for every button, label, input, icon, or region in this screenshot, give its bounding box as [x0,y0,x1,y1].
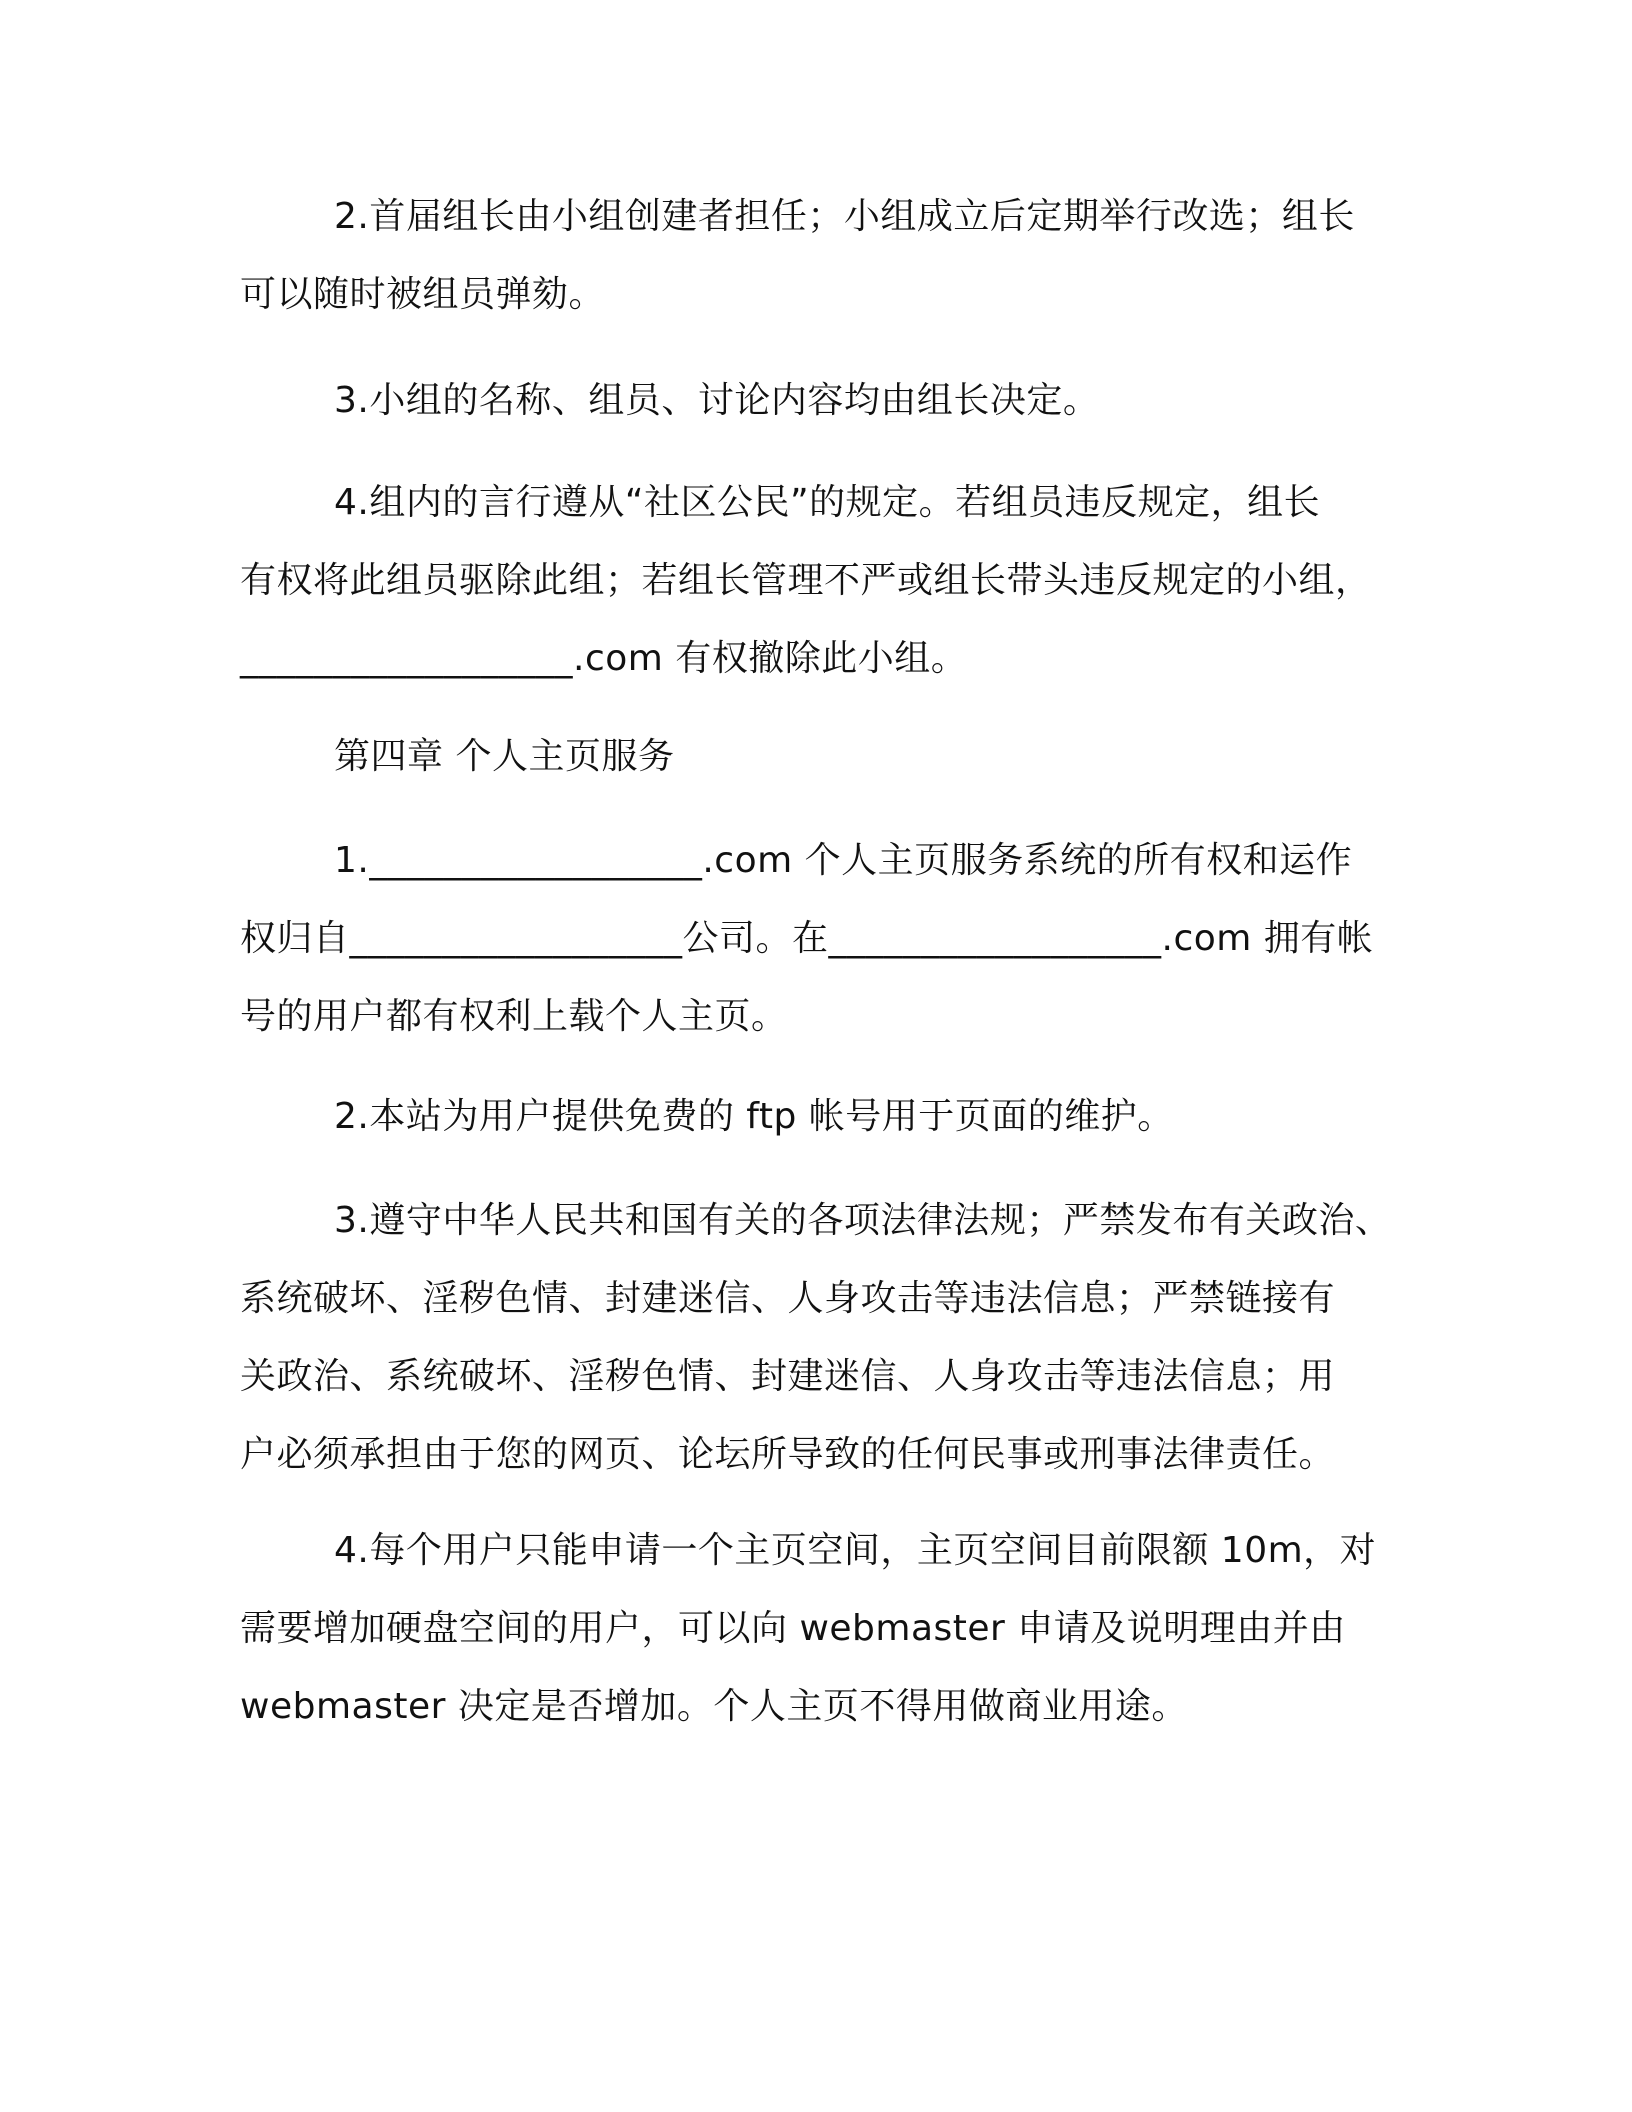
paragraph-legal-compliance [240,1182,1390,1494]
paragraph-line: 2.本站为用户提供免费的 ftp 帐号用于页面的维护。 [334,1096,1174,1137]
paragraph-group-leader [240,178,1390,334]
paragraph-line: 1.__________________.com 个人主页服务系统的所有权和运作 [334,840,1353,881]
paragraph-group-name [240,362,1390,440]
paragraph-line: 需要增加硬盘空间的用户，可以向 webmaster 申请及说明理由并由 [240,1608,1346,1649]
paragraph-homepage-ownership [240,822,1390,1056]
paragraph-line: 号的用户都有权利上载个人主页。 [240,996,788,1037]
paragraph-line: 权归自__________________公司。在__________________.com 拥有帐 [240,918,1374,959]
paragraph-line: 系统破坏、淫秽色情、封建迷信、人身攻击等违法信息；严禁链接有 [240,1278,1336,1319]
paragraph-line: webmaster 决定是否增加。个人主页不得用做商业用途。 [240,1686,1188,1727]
paragraph-space-limit [240,1512,1390,1746]
paragraph-line: 有权将此组员驱除此组；若组长管理不严或组长带头违反规定的小组， [240,560,1372,601]
paragraph-line: 3.小组的名称、组员、讨论内容均由组长决定。 [334,380,1100,421]
paragraph-line: 3.遵守中华人民共和国有关的各项法律法规；严禁发布有关政治、 [334,1200,1392,1241]
paragraph-line: 4.组内的言行遵从“社区公民”的规定。若组员违反规定，组长 [334,482,1321,523]
paragraph-line: __________________.com 有权撤除此小组。 [240,638,968,679]
paragraph-line: 户必须承担由于您的网页、论坛所导致的任何民事或刑事法律责任。 [240,1434,1336,1475]
paragraph-line: 2.首届组长由小组创建者担任；小组成立后定期举行改选；组长 [334,196,1355,237]
paragraph-line: 关政治、系统破坏、淫秽色情、封建迷信、人身攻击等违法信息；用 [240,1356,1336,1397]
paragraph-line: 4.每个用户只能申请一个主页空间，主页空间目前限额 10m，对 [334,1530,1377,1571]
paragraph-line: 可以随时被组员弹劾。 [240,274,606,315]
chapter-heading-text: 第四章 个人主页服务 [334,736,675,777]
paragraph-ftp-account [240,1078,1390,1156]
chapter-four-heading [240,718,1390,796]
paragraph-group-conduct [240,464,1390,698]
